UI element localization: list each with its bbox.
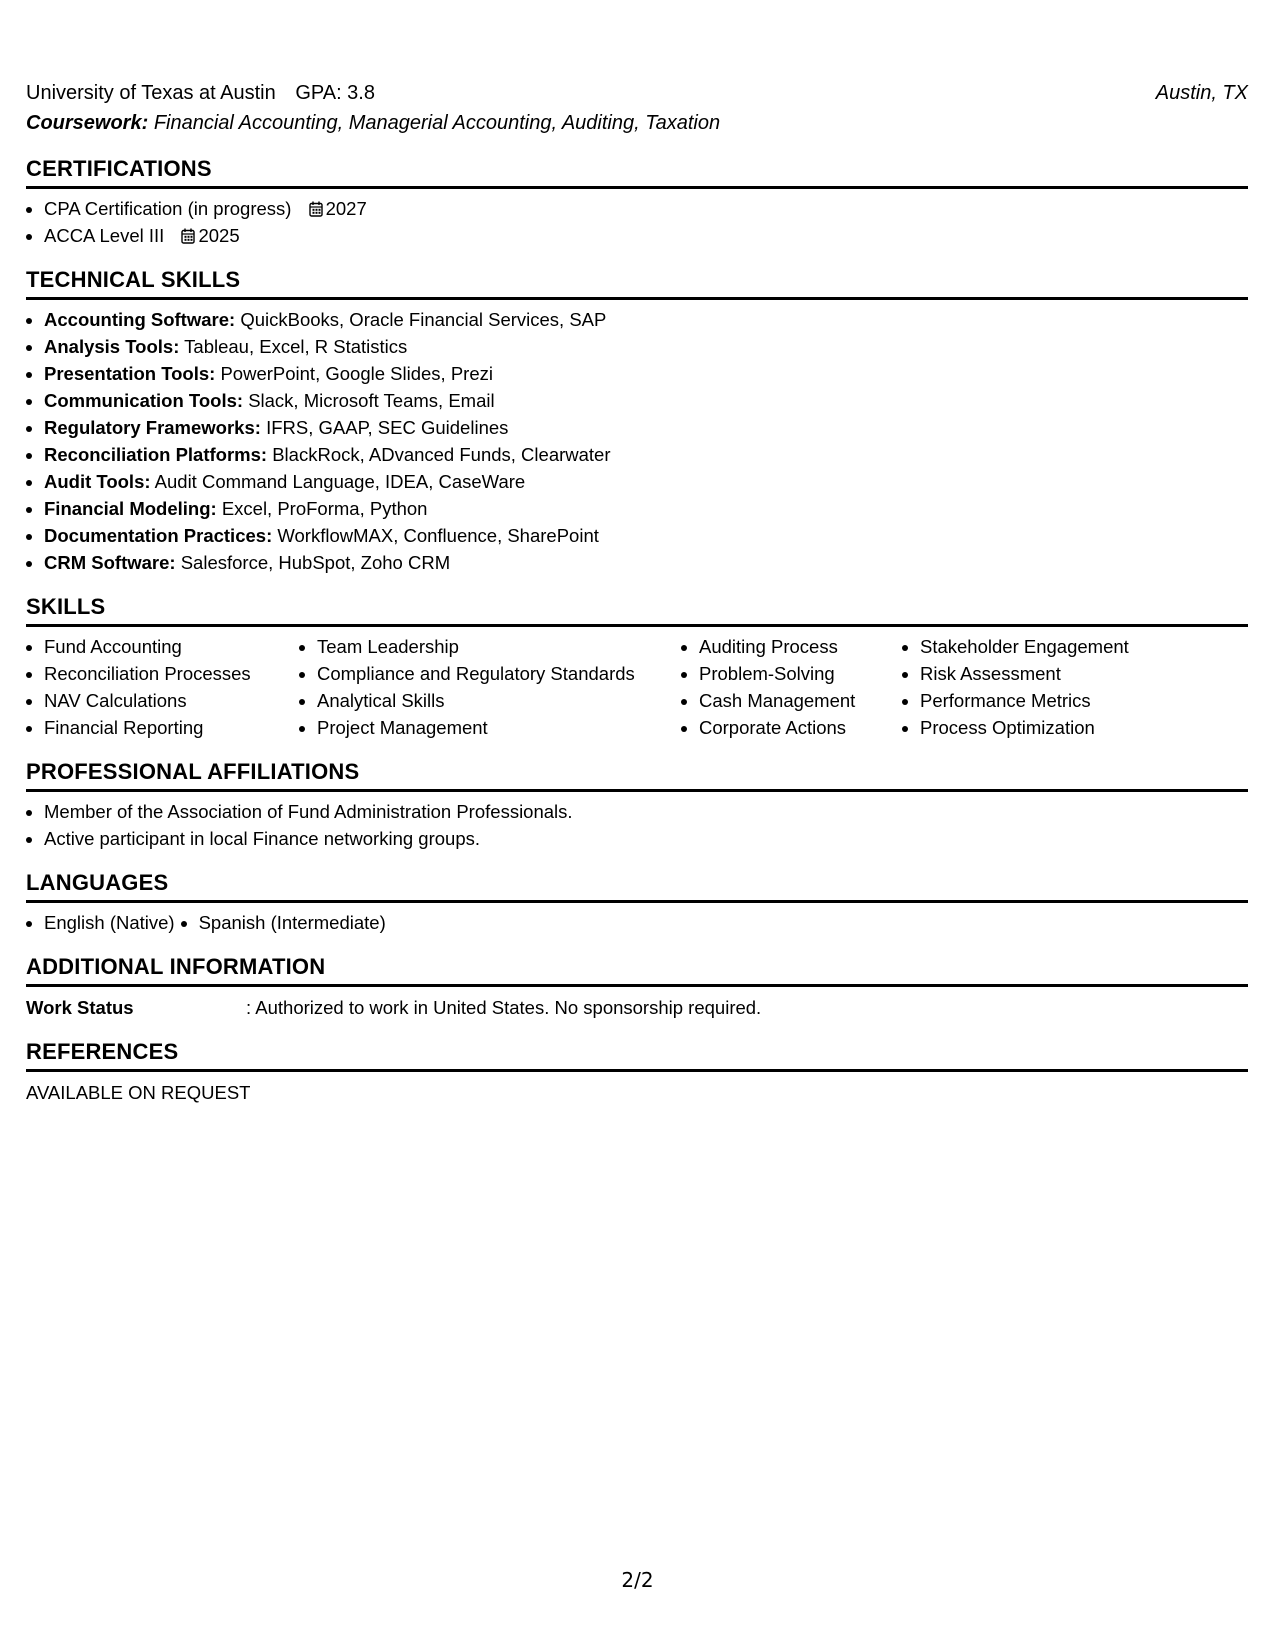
list-item: • Financial Reporting	[44, 714, 299, 741]
list-item	[44, 549, 1248, 576]
skill-values: Tableau, Excel, R Statistics	[184, 336, 408, 357]
list-item: • Spanish (Intermediate)	[199, 909, 386, 936]
section-title-affiliations: PROFESSIONAL AFFILIATIONS	[26, 759, 1248, 792]
skill-values: QuickBooks, Oracle Financial Services, SAP	[240, 309, 607, 330]
list-item: • English (Native)	[44, 909, 175, 936]
coursework	[26, 108, 1248, 138]
calendar-icon	[309, 201, 323, 217]
list-item: • NAV Calculations	[44, 687, 299, 714]
skill-category: Accounting Software:	[44, 309, 236, 330]
skills-grid	[26, 633, 1248, 741]
list-item	[44, 360, 1248, 387]
section-title-skills: SKILLS	[26, 594, 1248, 627]
skill-category: Analysis Tools:	[44, 336, 180, 357]
skill-values: BlackRock, ADvanced Funds, Clearwater	[272, 444, 611, 465]
skill-category: Presentation Tools:	[44, 363, 216, 384]
skill-category: Communication Tools:	[44, 390, 244, 411]
skill-values: Audit Command Language, IDEA, CaseWare	[154, 471, 526, 492]
list-item	[44, 195, 1248, 222]
education-left	[26, 78, 375, 108]
certification-name: CPA Certification (in progress)	[44, 198, 292, 219]
skill-category: Audit Tools:	[44, 471, 151, 492]
skill-category: CRM Software:	[44, 552, 176, 573]
list-item: • Corporate Actions	[699, 714, 902, 741]
school-name: University of Texas at Austin	[26, 82, 276, 104]
list-item	[44, 441, 1248, 468]
work-status-label: Work Status	[26, 997, 134, 1018]
list-item: • Active participant in local Finance networking groups.	[44, 825, 1248, 852]
list-item: • Analytical Skills	[317, 687, 681, 714]
list-item	[44, 522, 1248, 549]
skill-values: PowerPoint, Google Slides, Prezi	[220, 363, 493, 384]
technical-skills-list	[26, 306, 1248, 576]
skills-column	[902, 633, 1220, 741]
skill-category: Financial Modeling:	[44, 498, 217, 519]
list-item: • Auditing Process	[699, 633, 902, 660]
list-item: • Cash Management	[699, 687, 902, 714]
list-item: • Process Optimization	[920, 714, 1220, 741]
section-title-references: REFERENCES	[26, 1039, 1248, 1072]
education-row	[26, 78, 1248, 108]
section-title-certifications: CERTIFICATIONS	[26, 156, 1248, 189]
list-item: • Member of the Association of Fund Administration Professionals.	[44, 798, 1248, 825]
work-status-row	[26, 995, 1248, 1021]
section-title-technical-skills: TECHNICAL SKILLS	[26, 267, 1248, 300]
skill-category: Documentation Practices:	[44, 525, 273, 546]
affiliations-list	[26, 798, 1248, 852]
work-status-value: : Authorized to work in United States. No sponsorship required.	[246, 997, 762, 1018]
resume-page	[26, 78, 1248, 1106]
list-item: • Fund Accounting	[44, 633, 299, 660]
coursework-label: Coursework:	[26, 112, 149, 134]
certifications-list	[26, 195, 1248, 249]
section-title-additional-information: ADDITIONAL INFORMATION	[26, 954, 1248, 987]
skill-values: Salesforce, HubSpot, Zoho CRM	[180, 552, 451, 573]
skills-column	[681, 633, 902, 741]
list-item: • Team Leadership	[317, 633, 681, 660]
skill-category: Reconciliation Platforms:	[44, 444, 268, 465]
list-item	[44, 495, 1248, 522]
coursework-list: Financial Accounting, Managerial Accounting, Auditing, Taxation	[153, 112, 721, 134]
references-text: AVAILABLE ON REQUEST	[26, 1082, 251, 1103]
list-item: • Risk Assessment	[920, 660, 1220, 687]
list-item: • Performance Metrics	[920, 687, 1220, 714]
skills-column	[299, 633, 681, 741]
skill-values: IFRS, GAAP, SEC Guidelines	[266, 417, 509, 438]
list-item	[44, 333, 1248, 360]
education-location: Austin, TX	[1155, 82, 1248, 104]
certification-year: 2027	[325, 198, 367, 219]
skill-values: WorkflowMAX, Confluence, SharePoint	[277, 525, 599, 546]
skill-values: Slack, Microsoft Teams, Email	[248, 390, 495, 411]
list-item: • Project Management	[317, 714, 681, 741]
list-item: • Compliance and Regulatory Standards	[317, 660, 681, 687]
page-number: 2/2	[621, 1568, 654, 1592]
list-item: • Problem-Solving	[699, 660, 902, 687]
list-item: • Stakeholder Engagement	[920, 633, 1220, 660]
certification-year: 2025	[198, 225, 240, 246]
list-item	[44, 387, 1248, 414]
list-item	[44, 222, 1248, 249]
list-item: • Reconciliation Processes	[44, 660, 299, 687]
gpa: GPA: 3.8	[295, 82, 375, 104]
list-item	[44, 414, 1248, 441]
skill-category: Regulatory Frameworks:	[44, 417, 261, 438]
list-item	[44, 306, 1248, 333]
languages-list	[26, 909, 175, 936]
skill-values: Excel, ProForma, Python	[221, 498, 428, 519]
list-item	[44, 468, 1248, 495]
calendar-icon	[181, 228, 195, 244]
section-title-languages: LANGUAGES	[26, 870, 1248, 903]
languages-list	[181, 909, 386, 936]
certification-name: ACCA Level III	[44, 225, 165, 246]
skills-column	[26, 633, 299, 741]
languages-row	[26, 909, 1248, 936]
